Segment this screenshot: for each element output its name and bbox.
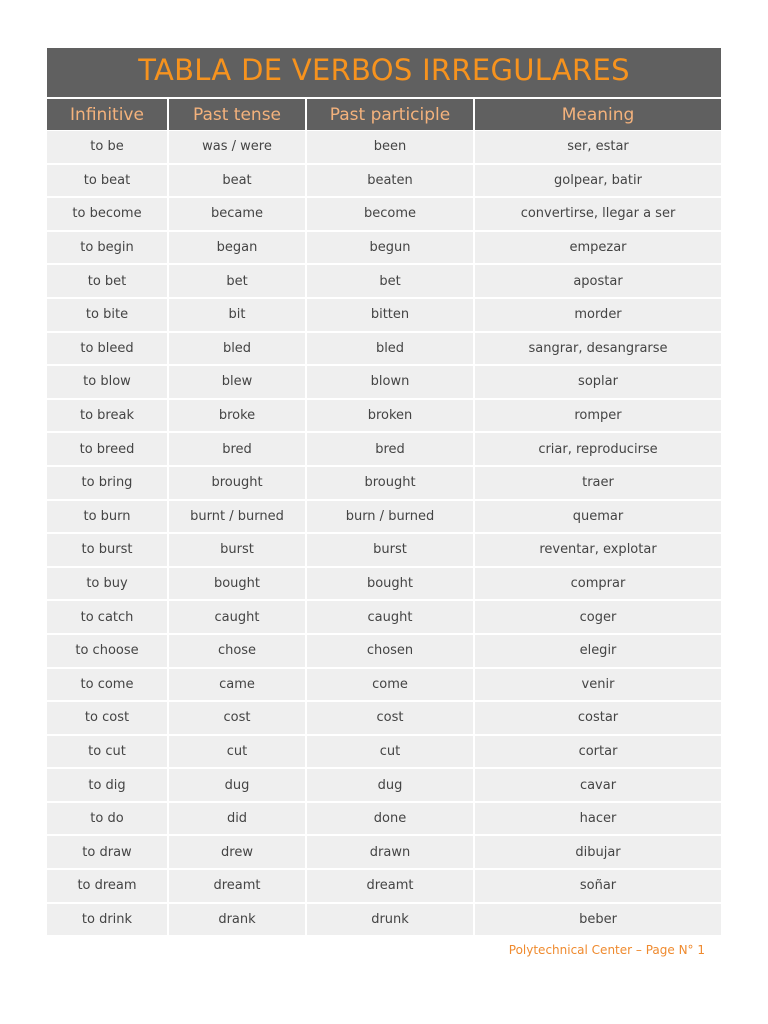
cell-past-tense: drew bbox=[169, 836, 307, 870]
cell-meaning: empezar bbox=[475, 232, 721, 266]
page-title: TABLA DE VERBOS IRREGULARES bbox=[47, 48, 721, 97]
cell-past-participle: drunk bbox=[307, 904, 475, 938]
cell-past-participle: dreamt bbox=[307, 870, 475, 904]
cell-past-participle: bitten bbox=[307, 299, 475, 333]
cell-meaning: comprar bbox=[475, 568, 721, 602]
cell-past-tense: burnt / burned bbox=[169, 501, 307, 535]
cell-past-participle: bet bbox=[307, 265, 475, 299]
cell-past-tense: brought bbox=[169, 467, 307, 501]
cell-past-tense: bred bbox=[169, 433, 307, 467]
cell-past-tense: came bbox=[169, 669, 307, 703]
cell-past-participle: drawn bbox=[307, 836, 475, 870]
cell-past-participle: come bbox=[307, 669, 475, 703]
page-footer: Polytechnical Center – Page N° 1 bbox=[508, 943, 705, 957]
table-row bbox=[47, 400, 721, 434]
cell-past-participle: dug bbox=[307, 769, 475, 803]
table-row bbox=[47, 601, 721, 635]
cell-past-tense: did bbox=[169, 803, 307, 837]
table-row bbox=[47, 803, 721, 837]
cell-past-tense: drank bbox=[169, 904, 307, 938]
cell-meaning: quemar bbox=[475, 501, 721, 535]
cell-past-participle: begun bbox=[307, 232, 475, 266]
cell-meaning: ser, estar bbox=[475, 131, 721, 165]
cell-past-participle: bled bbox=[307, 333, 475, 367]
table-row bbox=[47, 299, 721, 333]
table-row bbox=[47, 568, 721, 602]
cell-past-participle: cost bbox=[307, 702, 475, 736]
table-row bbox=[47, 265, 721, 299]
cell-infinitive: to burn bbox=[47, 501, 169, 535]
cell-past-participle: done bbox=[307, 803, 475, 837]
cell-past-tense: became bbox=[169, 198, 307, 232]
cell-past-tense: cost bbox=[169, 702, 307, 736]
cell-meaning: traer bbox=[475, 467, 721, 501]
table-row bbox=[47, 836, 721, 870]
cell-infinitive: to breed bbox=[47, 433, 169, 467]
cell-meaning: coger bbox=[475, 601, 721, 635]
cell-infinitive: to dig bbox=[47, 769, 169, 803]
cell-past-tense: broke bbox=[169, 400, 307, 434]
cell-meaning: apostar bbox=[475, 265, 721, 299]
cell-past-participle: caught bbox=[307, 601, 475, 635]
table-row bbox=[47, 333, 721, 367]
cell-infinitive: to do bbox=[47, 803, 169, 837]
cell-infinitive: to cut bbox=[47, 736, 169, 770]
column-header-infinitive: Infinitive bbox=[47, 99, 169, 131]
table-row bbox=[47, 366, 721, 400]
cell-past-tense: bought bbox=[169, 568, 307, 602]
table-row bbox=[47, 669, 721, 703]
cell-past-tense: chose bbox=[169, 635, 307, 669]
cell-past-tense: bet bbox=[169, 265, 307, 299]
cell-past-tense: caught bbox=[169, 601, 307, 635]
cell-meaning: soñar bbox=[475, 870, 721, 904]
cell-meaning: venir bbox=[475, 669, 721, 703]
cell-past-tense: bled bbox=[169, 333, 307, 367]
table-row bbox=[47, 165, 721, 199]
table-row bbox=[47, 433, 721, 467]
table-row bbox=[47, 702, 721, 736]
cell-infinitive: to bleed bbox=[47, 333, 169, 367]
cell-infinitive: to buy bbox=[47, 568, 169, 602]
cell-infinitive: to come bbox=[47, 669, 169, 703]
table-row bbox=[47, 635, 721, 669]
cell-past-participle: bred bbox=[307, 433, 475, 467]
cell-infinitive: to choose bbox=[47, 635, 169, 669]
cell-meaning: criar, reproducirse bbox=[475, 433, 721, 467]
cell-infinitive: to blow bbox=[47, 366, 169, 400]
cell-meaning: convertirse, llegar a ser bbox=[475, 198, 721, 232]
cell-meaning: golpear, batir bbox=[475, 165, 721, 199]
cell-past-tense: dreamt bbox=[169, 870, 307, 904]
cell-past-participle: brought bbox=[307, 467, 475, 501]
cell-infinitive: to dream bbox=[47, 870, 169, 904]
cell-infinitive: to bet bbox=[47, 265, 169, 299]
cell-infinitive: to bite bbox=[47, 299, 169, 333]
cell-infinitive: to begin bbox=[47, 232, 169, 266]
cell-meaning: elegir bbox=[475, 635, 721, 669]
table-row bbox=[47, 769, 721, 803]
column-header-meaning: Meaning bbox=[475, 99, 721, 131]
cell-past-tense: blew bbox=[169, 366, 307, 400]
table-row bbox=[47, 870, 721, 904]
cell-meaning: cortar bbox=[475, 736, 721, 770]
cell-meaning: romper bbox=[475, 400, 721, 434]
cell-meaning: dibujar bbox=[475, 836, 721, 870]
cell-meaning: soplar bbox=[475, 366, 721, 400]
cell-past-tense: dug bbox=[169, 769, 307, 803]
cell-meaning: reventar, explotar bbox=[475, 534, 721, 568]
cell-infinitive: to catch bbox=[47, 601, 169, 635]
cell-past-participle: blown bbox=[307, 366, 475, 400]
cell-past-participle: cut bbox=[307, 736, 475, 770]
cell-past-participle: become bbox=[307, 198, 475, 232]
table-row bbox=[47, 534, 721, 568]
table-row bbox=[47, 131, 721, 165]
cell-infinitive: to cost bbox=[47, 702, 169, 736]
cell-infinitive: to drink bbox=[47, 904, 169, 938]
table-row bbox=[47, 198, 721, 232]
cell-meaning: hacer bbox=[475, 803, 721, 837]
cell-past-participle: broken bbox=[307, 400, 475, 434]
cell-past-participle: beaten bbox=[307, 165, 475, 199]
cell-past-participle: bought bbox=[307, 568, 475, 602]
cell-meaning: beber bbox=[475, 904, 721, 938]
column-header-past-tense: Past tense bbox=[169, 99, 307, 131]
cell-infinitive: to be bbox=[47, 131, 169, 165]
cell-past-tense: beat bbox=[169, 165, 307, 199]
table-row bbox=[47, 232, 721, 266]
cell-past-tense: cut bbox=[169, 736, 307, 770]
cell-past-participle: burn / burned bbox=[307, 501, 475, 535]
cell-past-tense: bit bbox=[169, 299, 307, 333]
cell-infinitive: to beat bbox=[47, 165, 169, 199]
cell-past-tense: began bbox=[169, 232, 307, 266]
cell-past-participle: chosen bbox=[307, 635, 475, 669]
column-header-past-participle: Past participle bbox=[307, 99, 475, 131]
verbs-table bbox=[47, 99, 721, 937]
cell-meaning: costar bbox=[475, 702, 721, 736]
cell-meaning: cavar bbox=[475, 769, 721, 803]
cell-infinitive: to break bbox=[47, 400, 169, 434]
table-row bbox=[47, 736, 721, 770]
table-header-row bbox=[47, 99, 721, 131]
cell-meaning: morder bbox=[475, 299, 721, 333]
table-row bbox=[47, 904, 721, 938]
cell-meaning: sangrar, desangrarse bbox=[475, 333, 721, 367]
table-row bbox=[47, 467, 721, 501]
cell-infinitive: to draw bbox=[47, 836, 169, 870]
cell-infinitive: to burst bbox=[47, 534, 169, 568]
cell-infinitive: to become bbox=[47, 198, 169, 232]
table-row bbox=[47, 501, 721, 535]
cell-past-tense: burst bbox=[169, 534, 307, 568]
cell-past-tense: was / were bbox=[169, 131, 307, 165]
cell-past-participle: burst bbox=[307, 534, 475, 568]
cell-infinitive: to bring bbox=[47, 467, 169, 501]
cell-past-participle: been bbox=[307, 131, 475, 165]
